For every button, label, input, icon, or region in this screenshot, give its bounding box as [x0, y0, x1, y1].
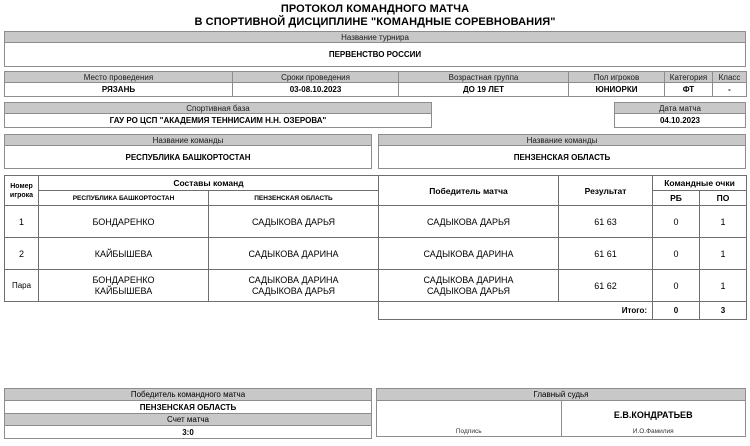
- row-points-away: 1: [700, 270, 747, 302]
- row-home-player: БОНДАРЕНКО КАЙБЫШЕВА: [39, 270, 209, 302]
- judge-name-hint: И.О.Фамилия: [632, 428, 674, 435]
- row-result: 61 62: [559, 270, 653, 302]
- info-header-dates: Сроки проведения: [233, 72, 399, 83]
- total-spacer: [5, 302, 379, 320]
- results-header-row-1: [5, 176, 747, 191]
- match-score-value: 3:0: [5, 426, 372, 439]
- results-header-lineups: Составы команд: [39, 176, 379, 191]
- tournament-block: [0, 31, 750, 67]
- row-points-home: 0: [653, 206, 700, 238]
- tournament-name: ПЕРВЕНСТВО РОССИИ: [5, 43, 746, 67]
- info-value-category: ФТ: [665, 83, 713, 97]
- tournament-table: [4, 31, 746, 67]
- venue-label: Спортивная база: [5, 103, 432, 114]
- info-value-age: ДО 19 ЛЕТ: [399, 83, 569, 97]
- results-header-result: Результат: [559, 176, 653, 206]
- footer-block: [4, 388, 746, 439]
- row-away-player: САДЫКОВА ДАРИНА: [209, 238, 379, 270]
- signature-cell: [377, 401, 562, 437]
- results-header-lineup-away: ПЕНЗЕНСКАЯ ОБЛАСТЬ: [209, 191, 379, 206]
- table-row: [5, 270, 747, 302]
- results-header-points: Командные очки: [653, 176, 747, 191]
- signature-label: Подпись: [455, 428, 482, 435]
- match-winner-value: ПЕНЗЕНСКАЯ ОБЛАСТЬ: [5, 401, 372, 414]
- results-block: [0, 169, 750, 320]
- row-points-away: 1: [700, 206, 747, 238]
- info-header-gender: Пол игроков: [569, 72, 665, 83]
- results-table: [4, 175, 747, 320]
- row-result: 61 61: [559, 238, 653, 270]
- results-header-winner: Победитель матча: [379, 176, 559, 206]
- row-points-away: 1: [700, 238, 747, 270]
- row-points-home: 0: [653, 270, 700, 302]
- document-title-line2: В СПОРТИВНОЙ ДИСЦИПЛИНЕ "КОМАНДНЫЕ СОРЕВНОВАНИЯ": [194, 16, 556, 28]
- venue-value: ГАУ РО ЦСП "АКАДЕМИЯ ТЕННИСАИМ Н.Н. ОЗЕРОВА": [5, 114, 432, 128]
- row-winner: САДЫКОВА ДАРЬЯ: [379, 206, 559, 238]
- home-team-name: РЕСПУБЛИКА БАШКОРТОСТАН: [5, 146, 372, 169]
- info-value-class: -: [713, 83, 747, 97]
- document-title-line1: ПРОТОКОЛ КОМАНДНОГО МАТЧА: [280, 3, 470, 15]
- match-date-label: Дата матча: [615, 103, 746, 114]
- home-team-label: Название команды: [5, 135, 372, 146]
- results-header-lineup-home: РЕСПУБЛИКА БАШКОРТОСТАН: [39, 191, 209, 206]
- info-header-row: [5, 72, 747, 83]
- judge-block: [376, 388, 746, 439]
- venue-date-block: [0, 97, 750, 128]
- row-number: 2: [5, 238, 39, 270]
- info-value-row: [5, 83, 747, 97]
- info-value-place: РЯЗАНЬ: [5, 83, 233, 97]
- row-away-player: САДЫКОВА ДАРЬЯ: [209, 206, 379, 238]
- row-home-player: БОНДАРЕНКО: [39, 206, 209, 238]
- row-number: Пара: [5, 270, 39, 302]
- judge-label: Главный судья: [377, 389, 746, 401]
- info-value-dates: 03-08.10.2023: [233, 83, 399, 97]
- venue-table: [4, 102, 432, 128]
- results-header-points-home: РБ: [653, 191, 700, 206]
- total-points-away: 3: [700, 302, 747, 320]
- judge-table: [376, 388, 746, 437]
- match-date-table: [614, 102, 746, 128]
- away-team-label: Название команды: [379, 135, 746, 146]
- tournament-label: Название турнира: [5, 32, 746, 43]
- table-row: [5, 206, 747, 238]
- total-points-home: 0: [653, 302, 700, 320]
- info-value-gender: ЮНИОРКИ: [569, 83, 665, 97]
- judge-name: Е.В.КОНДРАТЬЕВ: [613, 410, 693, 420]
- total-row: [5, 302, 747, 320]
- results-header-points-away: ПО: [700, 191, 747, 206]
- info-header-category: Категория: [665, 72, 713, 83]
- info-header-class: Класс: [713, 72, 747, 83]
- row-winner: САДЫКОВА ДАРИНА САДЫКОВА ДАРЬЯ: [379, 270, 559, 302]
- row-home-player: КАЙБЫШЕВА: [39, 238, 209, 270]
- row-winner: САДЫКОВА ДАРИНА: [379, 238, 559, 270]
- row-result: 61 63: [559, 206, 653, 238]
- results-header-number-line1: Номер: [10, 182, 33, 190]
- results-header-number-line2: игрока: [9, 191, 34, 199]
- match-winner-table: [4, 388, 372, 439]
- match-winner-label: Победитель командного матча: [5, 389, 372, 401]
- table-row: [5, 238, 747, 270]
- home-team-table: [4, 134, 372, 169]
- row-away-player: САДЫКОВА ДАРИНА САДЫКОВА ДАРЬЯ: [209, 270, 379, 302]
- row-points-home: 0: [653, 238, 700, 270]
- results-header-number: [5, 176, 39, 206]
- match-score-label: Счет матча: [5, 414, 372, 426]
- away-team-table: [378, 134, 746, 169]
- judge-name-cell: [561, 401, 746, 437]
- info-header-place: Место проведения: [5, 72, 233, 83]
- info-header-age: Возрастная группа: [399, 72, 569, 83]
- match-date-value: 04.10.2023: [615, 114, 746, 128]
- match-winner-block: [4, 388, 372, 439]
- info-table: [4, 71, 747, 97]
- info-block: [0, 67, 750, 97]
- away-team-name: ПЕНЗЕНСКАЯ ОБЛАСТЬ: [379, 146, 746, 169]
- row-number: 1: [5, 206, 39, 238]
- teams-block: [0, 128, 750, 169]
- total-label: Итого:: [379, 302, 653, 320]
